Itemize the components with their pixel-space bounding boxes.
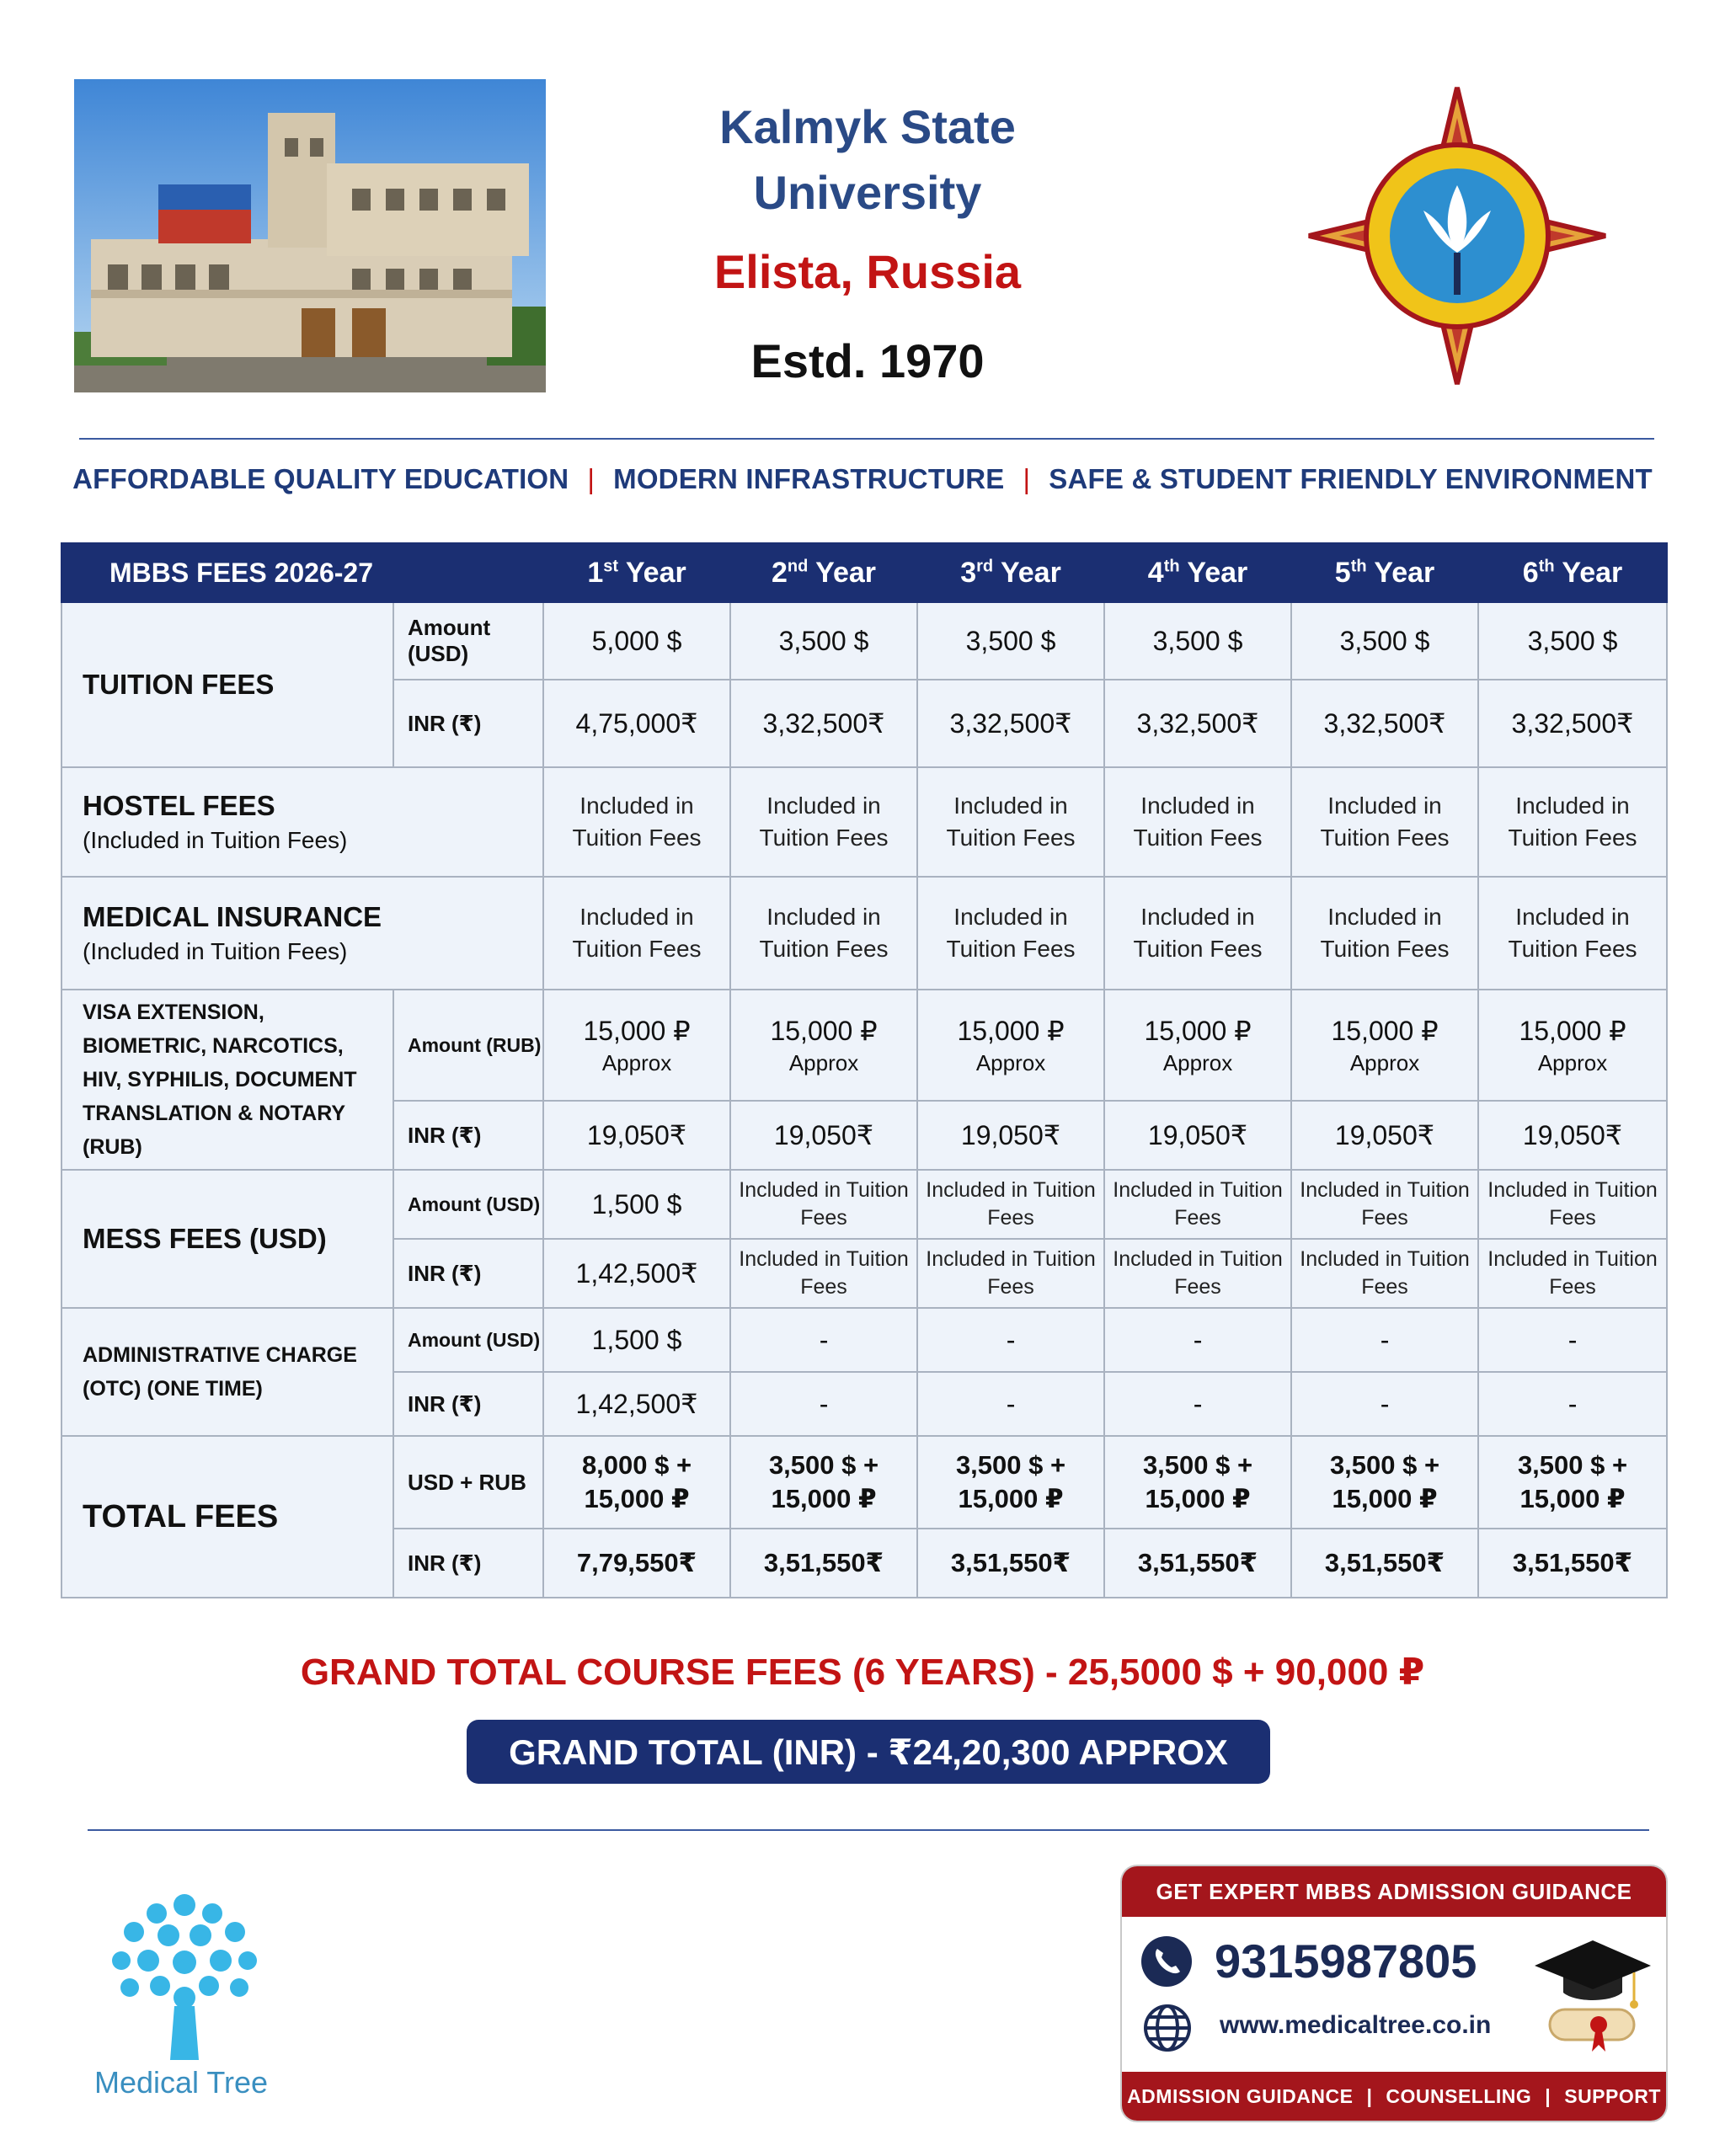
grand-total-inr: GRAND TOTAL (INR) - ₹24,20,300 APPROX bbox=[467, 1720, 1270, 1784]
tuition-usd-cell: 3,500 $ bbox=[1291, 602, 1478, 680]
row-sublabel: INR (₹) bbox=[393, 1529, 543, 1598]
row-sublabel: Amount (USD) bbox=[393, 602, 543, 680]
tagline-separator: | bbox=[587, 463, 595, 494]
mess-usd-cell: Included in Tuition Fees bbox=[1291, 1170, 1478, 1239]
fees-table bbox=[61, 542, 1668, 1598]
mess-usd-cell: Included in Tuition Fees bbox=[730, 1170, 917, 1239]
table-row bbox=[61, 877, 1667, 990]
total-inr-cell: 3,51,550₹ bbox=[730, 1529, 917, 1598]
visa-rub-cell: 15,000 ₽ Approx bbox=[1104, 990, 1291, 1101]
service-item: ADMISSION GUIDANCE bbox=[1127, 2084, 1354, 2107]
total-inr-cell: 3,51,550₹ bbox=[917, 1529, 1104, 1598]
table-row bbox=[61, 767, 1667, 877]
contact-card bbox=[1122, 1866, 1666, 2121]
insurance-cell: Included in Tuition Fees bbox=[543, 877, 730, 990]
service-item: SUPPORT bbox=[1564, 2084, 1661, 2107]
hostel-cell: Included in Tuition Fees bbox=[1104, 767, 1291, 877]
year-header: 2nd Year bbox=[730, 543, 917, 602]
header-divider bbox=[79, 438, 1654, 440]
row-sublabel: INR (₹) bbox=[393, 1101, 543, 1170]
brand-name: Medical Tree bbox=[93, 2065, 269, 2100]
visa-rub-cell: 15,000 ₽ Approx bbox=[543, 990, 730, 1101]
hostel-cell: Included in Tuition Fees bbox=[543, 767, 730, 877]
table-row bbox=[61, 602, 1667, 680]
hostel-cell: Included in Tuition Fees bbox=[730, 767, 917, 877]
total-inr-cell: 3,51,550₹ bbox=[1104, 1529, 1291, 1598]
mess-inr-cell: Included in Tuition Fees bbox=[1291, 1239, 1478, 1308]
globe-icon bbox=[1142, 2003, 1193, 2053]
tuition-label: TUITION FEES bbox=[61, 602, 393, 767]
admin-inr-cell: - bbox=[917, 1372, 1104, 1436]
hostel-cell: Included in Tuition Fees bbox=[1291, 767, 1478, 877]
table-row bbox=[61, 1170, 1667, 1239]
total-label: TOTAL FEES bbox=[61, 1436, 393, 1598]
admin-inr-cell: 1,42,500₹ bbox=[543, 1372, 730, 1436]
row-sublabel: Amount (USD) bbox=[393, 1308, 543, 1372]
tree-icon bbox=[88, 1880, 281, 2073]
campus-photo bbox=[74, 79, 546, 392]
visa-rub-cell: 15,000 ₽ Approx bbox=[730, 990, 917, 1101]
year-header: 5th Year bbox=[1291, 543, 1478, 602]
admin-inr-cell: - bbox=[1291, 1372, 1478, 1436]
insurance-cell: Included in Tuition Fees bbox=[1291, 877, 1478, 990]
row-sublabel: Amount (USD) bbox=[393, 1170, 543, 1239]
visa-inr-cell: 19,050₹ bbox=[1104, 1101, 1291, 1170]
mess-usd-cell: Included in Tuition Fees bbox=[1478, 1170, 1667, 1239]
total-inr-cell: 3,51,550₹ bbox=[1478, 1529, 1667, 1598]
grand-total-course: GRAND TOTAL COURSE FEES (6 YEARS) - 25,5000 $ + 90,000 ₽ bbox=[300, 1652, 1425, 1693]
visa-inr-cell: 19,050₹ bbox=[1291, 1101, 1478, 1170]
row-sublabel: INR (₹) bbox=[393, 1239, 543, 1308]
mess-inr-cell: Included in Tuition Fees bbox=[1478, 1239, 1667, 1308]
tuition-usd-cell: 3,500 $ bbox=[917, 602, 1104, 680]
mess-usd-cell: Included in Tuition Fees bbox=[917, 1170, 1104, 1239]
university-title-line2: University bbox=[753, 166, 982, 219]
tagline-item: AFFORDABLE QUALITY EDUCATION bbox=[72, 463, 569, 494]
table-row bbox=[61, 1308, 1667, 1372]
visa-rub-cell: 15,000 ₽ Approx bbox=[1291, 990, 1478, 1101]
total-mix-cell: 3,500 $ + 15,000 ₽ bbox=[1104, 1436, 1291, 1529]
service-separator: | bbox=[1366, 2084, 1373, 2107]
visa-inr-cell: 19,050₹ bbox=[1478, 1101, 1667, 1170]
table-header-row bbox=[61, 543, 1667, 602]
tuition-usd-cell: 3,500 $ bbox=[1104, 602, 1291, 680]
mess-inr-cell: 1,42,500₹ bbox=[543, 1239, 730, 1308]
tuition-inr-cell: 3,32,500₹ bbox=[1478, 680, 1667, 767]
tuition-inr-cell: 3,32,500₹ bbox=[730, 680, 917, 767]
admin-usd-cell: 1,500 $ bbox=[543, 1308, 730, 1372]
total-inr-cell: 3,51,550₹ bbox=[1291, 1529, 1478, 1598]
tuition-inr-cell: 3,32,500₹ bbox=[1104, 680, 1291, 767]
insurance-cell: Included in Tuition Fees bbox=[1478, 877, 1667, 990]
admin-inr-cell: - bbox=[730, 1372, 917, 1436]
university-title-line1: Kalmyk State bbox=[719, 100, 1016, 153]
phone-icon bbox=[1140, 1935, 1193, 1988]
total-mix-cell: 3,500 $ + 15,000 ₽ bbox=[1291, 1436, 1478, 1529]
tuition-usd-cell: 3,500 $ bbox=[1478, 602, 1667, 680]
mess-usd-cell: 1,500 $ bbox=[543, 1170, 730, 1239]
contact-card-services bbox=[1122, 2072, 1666, 2121]
year-header: 4th Year bbox=[1104, 543, 1291, 602]
visa-inr-cell: 19,050₹ bbox=[917, 1101, 1104, 1170]
graduation-cap-icon bbox=[1533, 1925, 1653, 2060]
admin-inr-cell: - bbox=[1478, 1372, 1667, 1436]
total-mix-cell: 3,500 $ + 15,000 ₽ bbox=[1478, 1436, 1667, 1529]
table-row bbox=[61, 990, 1667, 1101]
table-header-label: MBBS FEES 2026-27 bbox=[61, 543, 543, 602]
year-header: 3rd Year bbox=[917, 543, 1104, 602]
admin-usd-cell: - bbox=[917, 1308, 1104, 1372]
established-year: Estd. 1970 bbox=[750, 334, 985, 387]
mess-label: MESS FEES (USD) bbox=[61, 1170, 393, 1308]
admin-inr-cell: - bbox=[1104, 1372, 1291, 1436]
service-separator: | bbox=[1545, 2084, 1551, 2107]
university-title bbox=[640, 94, 1095, 226]
tagline-separator: | bbox=[1023, 463, 1031, 494]
mess-inr-cell: Included in Tuition Fees bbox=[917, 1239, 1104, 1308]
tuition-inr-cell: 4,75,000₹ bbox=[543, 680, 730, 767]
row-sublabel: USD + RUB bbox=[393, 1436, 543, 1529]
admin-usd-cell: - bbox=[1104, 1308, 1291, 1372]
mess-usd-cell: Included in Tuition Fees bbox=[1104, 1170, 1291, 1239]
mess-inr-cell: Included in Tuition Fees bbox=[730, 1239, 917, 1308]
year-header: 6th Year bbox=[1478, 543, 1667, 602]
hostel-cell: Included in Tuition Fees bbox=[917, 767, 1104, 877]
insurance-cell: Included in Tuition Fees bbox=[730, 877, 917, 990]
contact-card-title: GET EXPERT MBBS ADMISSION GUIDANCE bbox=[1122, 1866, 1666, 1917]
tagline-item: SAFE & STUDENT FRIENDLY ENVIRONMENT bbox=[1049, 463, 1653, 494]
tuition-usd-cell: 3,500 $ bbox=[730, 602, 917, 680]
visa-label: VISA EXTENSION, BIOMETRIC, NARCOTICS, HIV, SYPHILIS, DOCUMENT TRANSLATION & NOTARY (RUB) bbox=[61, 990, 393, 1170]
row-sublabel: Amount (RUB) bbox=[393, 990, 543, 1101]
visa-inr-cell: 19,050₹ bbox=[543, 1101, 730, 1170]
insurance-cell: Included in Tuition Fees bbox=[1104, 877, 1291, 990]
row-sublabel: INR (₹) bbox=[393, 680, 543, 767]
footer-divider bbox=[88, 1829, 1649, 1831]
website-link[interactable]: www.medicaltree.co.in bbox=[1220, 2011, 1492, 2039]
admin-usd-cell: - bbox=[1291, 1308, 1478, 1372]
insurance-cell: Included in Tuition Fees bbox=[917, 877, 1104, 990]
service-item: COUNSELLING bbox=[1386, 2084, 1532, 2107]
hostel-cell: Included in Tuition Fees bbox=[1478, 767, 1667, 877]
mess-inr-cell: Included in Tuition Fees bbox=[1104, 1239, 1291, 1308]
hostel-label: HOSTEL FEES (Included in Tuition Fees) bbox=[61, 767, 543, 877]
phone-number[interactable]: 9315987805 bbox=[1215, 1935, 1477, 1988]
tagline bbox=[51, 458, 1674, 500]
admin-label: ADMINISTRATIVE CHARGE (OTC) (ONE TIME) bbox=[61, 1308, 393, 1436]
row-sublabel: INR (₹) bbox=[393, 1372, 543, 1436]
total-mix-cell: 8,000 $ + 15,000 ₽ bbox=[543, 1436, 730, 1529]
visa-rub-cell: 15,000 ₽ Approx bbox=[917, 990, 1104, 1101]
tagline-item: MODERN INFRASTRUCTURE bbox=[613, 463, 1005, 494]
total-inr-cell: 7,79,550₹ bbox=[543, 1529, 730, 1598]
total-mix-cell: 3,500 $ + 15,000 ₽ bbox=[917, 1436, 1104, 1529]
tuition-inr-cell: 3,32,500₹ bbox=[917, 680, 1104, 767]
year-header: 1st Year bbox=[543, 543, 730, 602]
tuition-usd-cell: 5,000 $ bbox=[543, 602, 730, 680]
university-city: Elista, Russia bbox=[713, 245, 1022, 298]
tuition-inr-cell: 3,32,500₹ bbox=[1291, 680, 1478, 767]
total-mix-cell: 3,500 $ + 15,000 ₽ bbox=[730, 1436, 917, 1529]
table-row bbox=[61, 1436, 1667, 1529]
visa-inr-cell: 19,050₹ bbox=[730, 1101, 917, 1170]
university-crest-icon bbox=[1306, 84, 1609, 387]
admin-usd-cell: - bbox=[730, 1308, 917, 1372]
visa-rub-cell: 15,000 ₽ Approx bbox=[1478, 990, 1667, 1101]
insurance-label: MEDICAL INSURANCE (Included in Tuition Fees) bbox=[61, 877, 543, 990]
admin-usd-cell: - bbox=[1478, 1308, 1667, 1372]
